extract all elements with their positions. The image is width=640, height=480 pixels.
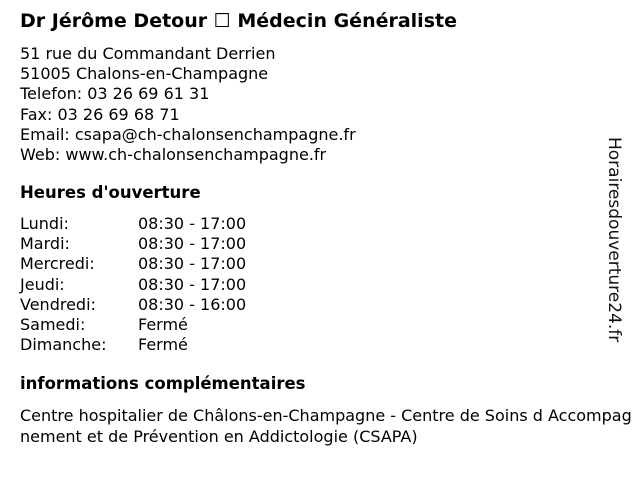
day-label: Lundi:	[20, 214, 69, 233]
day-label: Mardi:	[20, 234, 70, 254]
hours-heading: Heures d'ouverture	[20, 183, 201, 202]
page-title: Dr Jérôme Detour ☐ Médecin Généraliste	[20, 10, 457, 32]
time-value: 08:30 - 17:00	[138, 274, 247, 294]
address-street: 51 rue du Commandant Derrien	[20, 44, 276, 63]
web-line: Web: www.ch-chalonsenchampagne.fr	[20, 145, 327, 165]
fax-line: Fax: 03 26 69 68 71	[20, 104, 180, 124]
day-label: Samedi:	[20, 314, 86, 334]
contact-block	[20, 44, 356, 165]
phone-line: Telefon: 03 26 69 61 31	[20, 84, 210, 104]
time-value: 08:30 - 17:00	[138, 254, 247, 274]
address-city: 51005 Chalons-en-Champagne	[20, 64, 269, 84]
time-value: 08:30 - 17:00	[138, 234, 247, 254]
time-value: Fermé	[138, 335, 188, 355]
time-value: Fermé	[138, 314, 188, 334]
day-label: Mercredi:	[20, 254, 95, 274]
time-value: 08:30 - 16:00	[138, 294, 247, 314]
site-watermark: Horairesdouverture24.fr	[604, 137, 624, 343]
email-line: Email: csapa@ch-chalonsenchampagne.fr	[20, 124, 356, 144]
day-label: Vendredi:	[20, 294, 96, 314]
day-label: Jeudi:	[20, 274, 65, 294]
day-label: Dimanche:	[20, 335, 107, 355]
time-value: 08:30 - 17:00	[138, 214, 247, 233]
info-heading: informations complémentaires	[20, 374, 306, 393]
info-text: Centre hospitalier de Châlons-en-Champagne - Centre de Soins d Accompagnement et de Prévention en Addictologie (CSAPA)	[20, 406, 632, 446]
